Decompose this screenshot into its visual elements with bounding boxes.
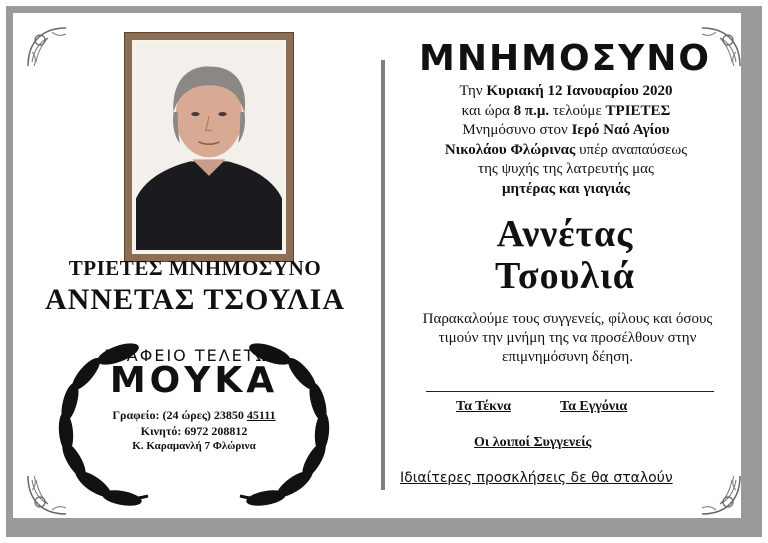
funeral-home-logo: [48, 336, 340, 506]
logo-line-funeral-office: ΓΡΑΦΕΙΟ ΤΕΛΕΤΩΝ: [104, 346, 284, 365]
details-text: Κυριακή 12 Ιανουαρίου 2020: [486, 83, 673, 99]
left-heading-name: ΑΝΝΕΤΑΣ ΤΣΟΥΛΙΑ: [44, 283, 345, 316]
details-text: Νικολάου Φλώρινας: [444, 141, 576, 158]
signature-relatives: Οι λοιποί Συγγενείς: [474, 435, 592, 450]
logo-line-name: ΜΟΥΚΑ: [109, 360, 279, 401]
details-line: [397, 121, 735, 141]
details-text: Μνημόσυνο στον: [462, 122, 572, 138]
portrait-image: [136, 44, 282, 250]
deceased-last-name: Τσουλιά: [495, 255, 635, 297]
details-line: [397, 160, 735, 180]
invitation-text: Παρακαλούμε τους συγγενείς, φίλους και όσους τιμούν την μνήμη της να προσέλθουν στην επιμνημόσυνη δέηση.: [422, 311, 713, 365]
details-text: υπέρ αναπαύσεως: [575, 141, 688, 158]
announcement-title: ΜΝΗΜΟΣΥΝΟ: [419, 38, 711, 79]
portrait-frame: [124, 32, 294, 262]
logo-office-phone: [48, 408, 340, 423]
details-text: της ψυχής της λατρευτής μας: [478, 161, 654, 177]
signature-grandchildren: Τα Εγγόνια: [560, 399, 628, 414]
signature-separator: [426, 391, 714, 392]
left-heading-memorial: ΤΡΙΕΤΕΣ ΜΝΗΜΟΣΥΝΟ: [68, 256, 322, 280]
details-text: μητέρας και γιαγιάς: [502, 180, 630, 197]
details-text: και ώρα: [461, 102, 514, 119]
logo-office-phone-number: 45111: [246, 408, 276, 422]
vertical-divider: [381, 60, 385, 490]
deceased-first-name: Αννέτας: [496, 213, 634, 255]
footer-note: Ιδιαίτερες προσκλήσεις δε θα σταλούν: [400, 470, 673, 486]
details-line: [397, 82, 735, 102]
corner-ornament-icon: [22, 22, 72, 72]
details-text: ΤΡΙΕΤΕΣ: [605, 102, 671, 119]
logo-office-phone-label: Γραφείο: (24 ώρες) 23850: [112, 408, 244, 422]
logo-address: Κ. Καραμανλή 7 Φλώρινα: [132, 440, 256, 452]
details-line: [397, 180, 735, 200]
details-text: Ιερό Ναό Αγίου: [571, 122, 670, 138]
details-text: Την: [459, 83, 487, 99]
corner-ornament-icon: [696, 470, 746, 520]
details-line: [397, 102, 735, 122]
details-text: τελούμε: [549, 102, 606, 119]
portrait-photo: [136, 44, 282, 250]
signature-children: Τα Τέκνα: [456, 399, 512, 414]
details-line: [397, 141, 735, 161]
announcement-details: [397, 82, 735, 199]
details-text: 8 π.μ.: [513, 102, 550, 119]
portrait-mat: [132, 40, 286, 254]
logo-mobile: Κινητό: 6972 208812: [140, 424, 248, 438]
